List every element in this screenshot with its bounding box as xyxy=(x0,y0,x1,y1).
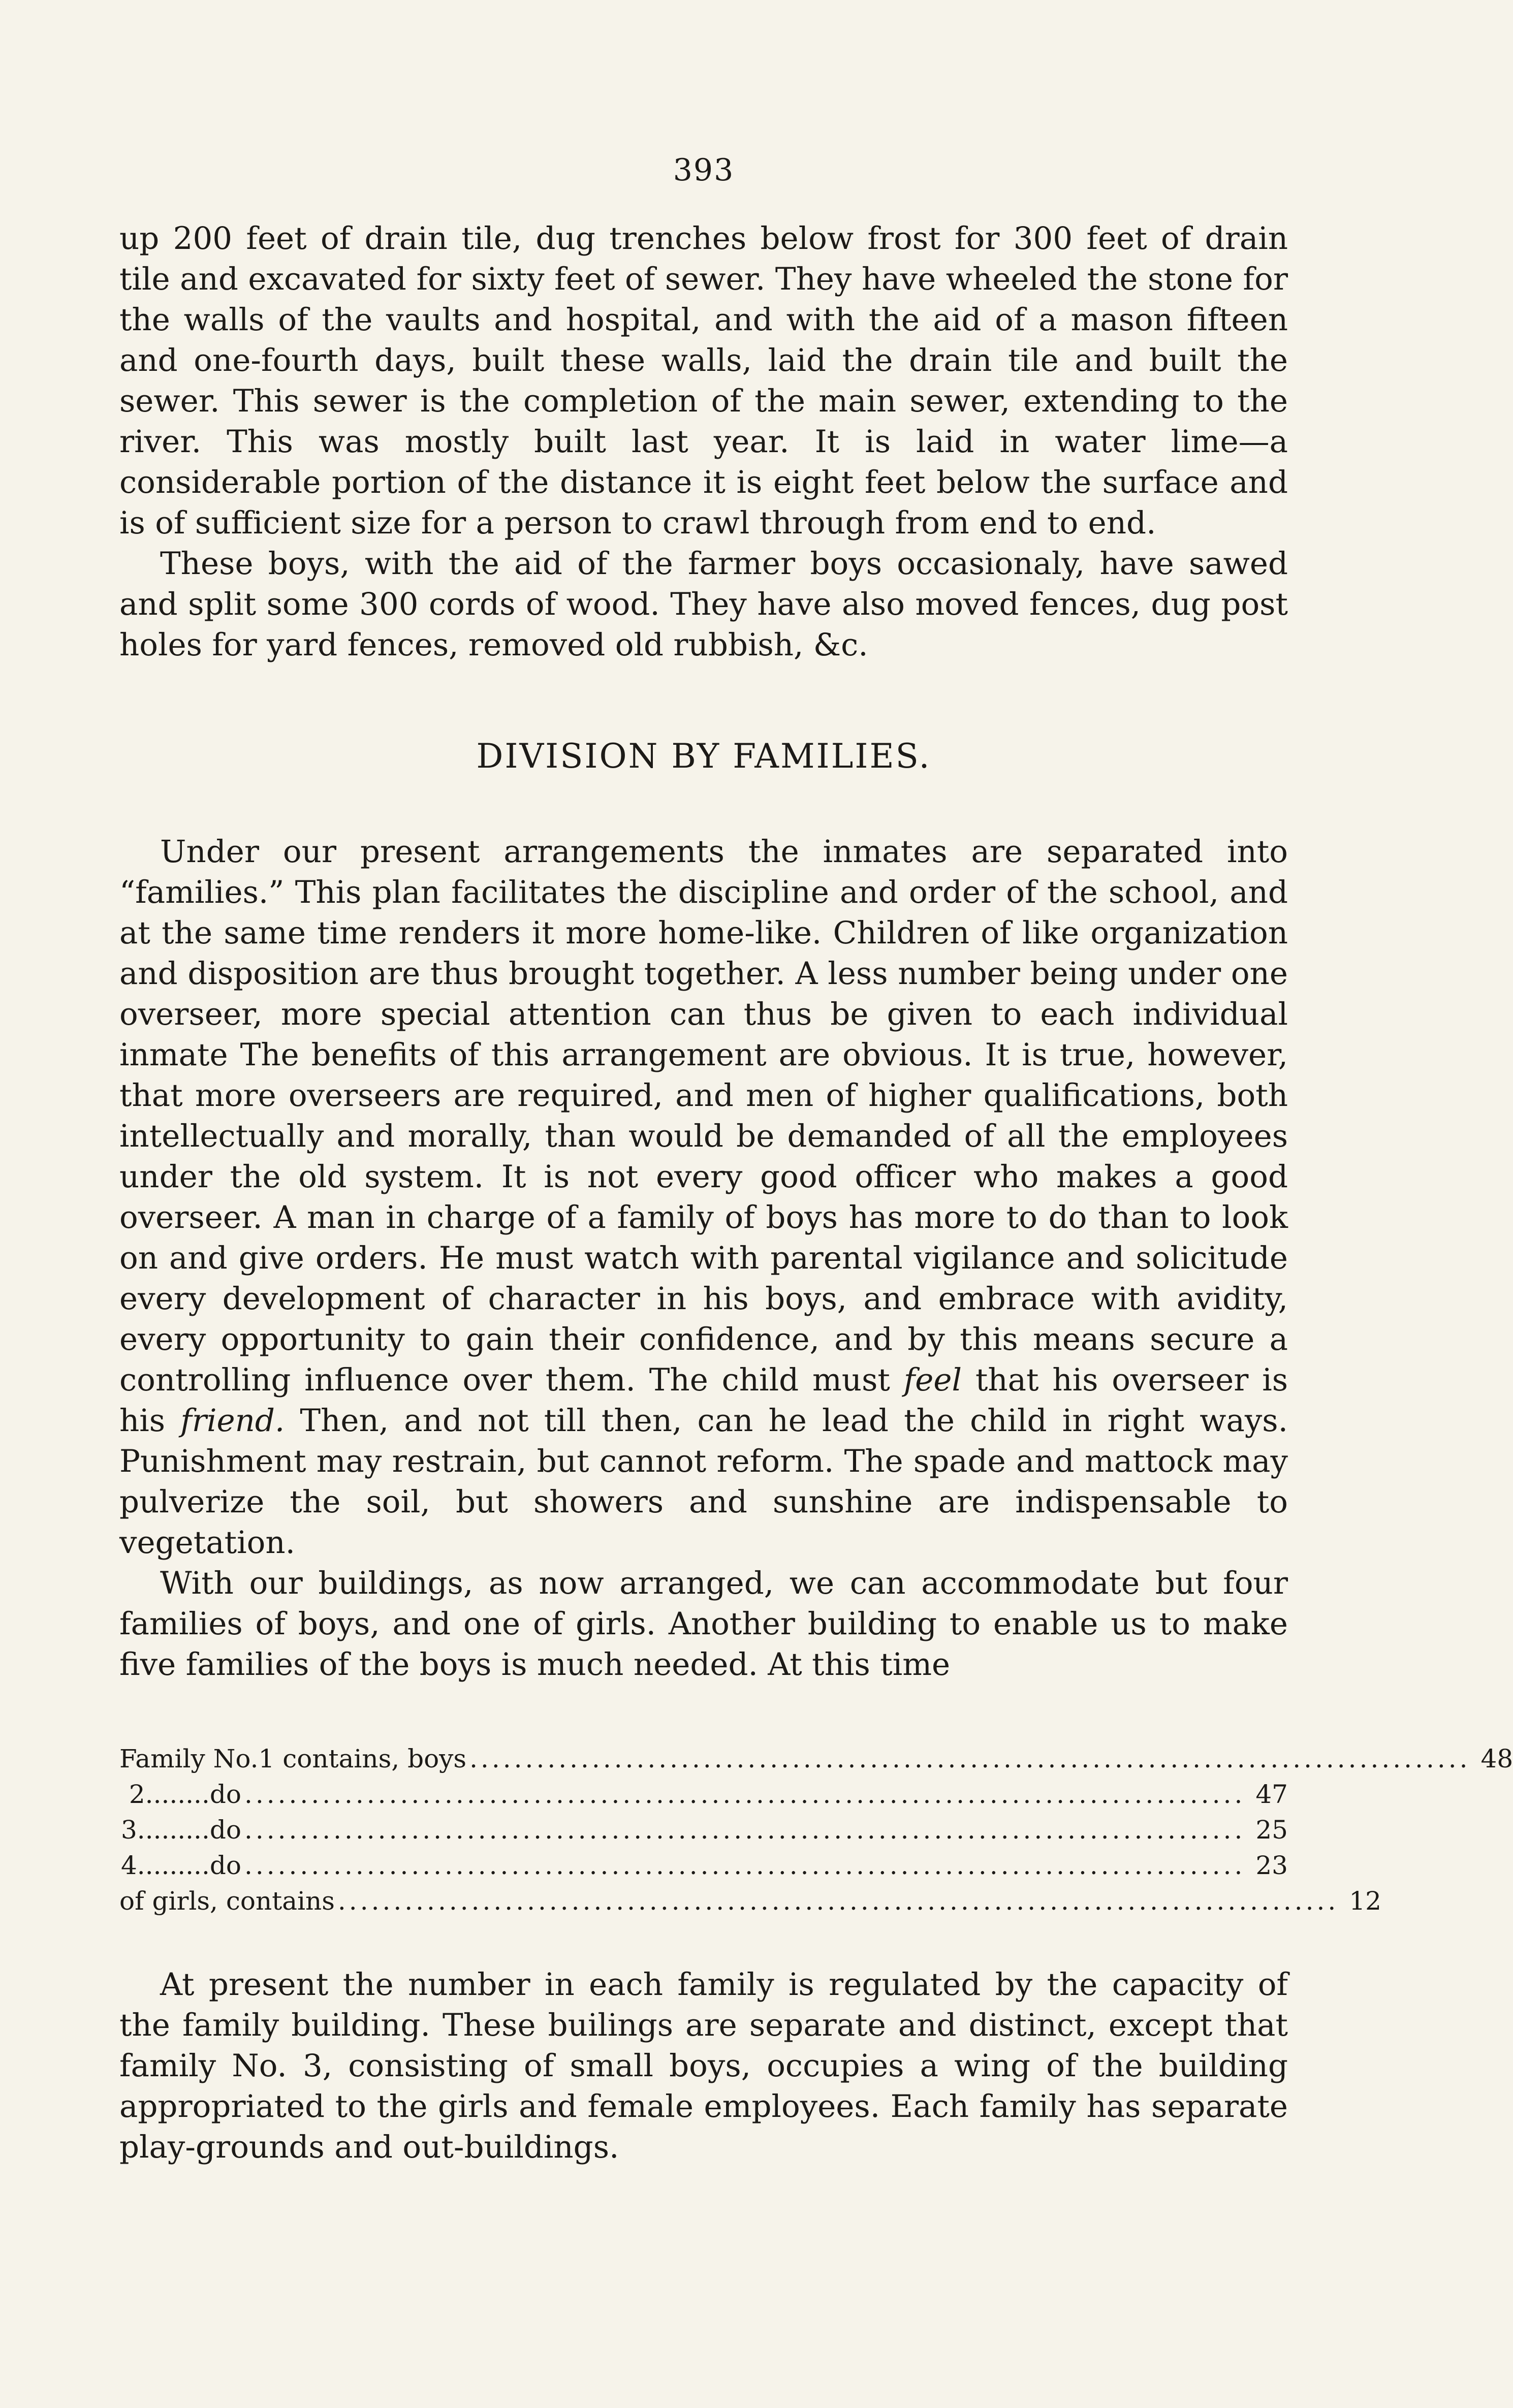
table-row xyxy=(119,1848,1288,1883)
row-label: 4.........do xyxy=(120,1851,241,1880)
dot-leader: .......................................................................................... xyxy=(244,1851,1246,1880)
emphasis-friend: friend. xyxy=(180,1403,285,1439)
paragraph-buildings: With our buildings, as now arranged, we can accommodate but four families of boys, and one of girls. Another building to enable us to make five families of the boys is much needed. At this time xyxy=(119,1565,1288,1683)
row-count: 47 xyxy=(1255,1780,1288,1809)
dot-leader: .......................................................................................... xyxy=(469,1744,1471,1773)
row-prefix: Family No. xyxy=(119,1744,259,1773)
emphasis-feel: feel xyxy=(903,1362,962,1398)
row-count: 12 xyxy=(1349,1886,1381,1916)
document-page xyxy=(119,152,1513,2168)
families-intro-text-3: Then, and not till then, can he lead the child in right ways. Punishment may restrain, but cannot reform. The spade and mattock may pulverize the soil, but showers and sunshine are indispensable to vegetation. xyxy=(119,1403,1288,1561)
page-number: 393 xyxy=(673,152,735,188)
dot-leader: .......................................................................................... xyxy=(337,1886,1339,1916)
paragraph-closing: At present the number in each family is regulated by the capacity of the family building. These builings are separate and distinct, except that family No. 3, consisting of small boys, occupies a wing of the building appropriated to the girls and female employees. Each family has separate play-grounds and out-buildings. xyxy=(119,1967,1288,2165)
families-intro-text-1: Under our present arrangements the inmates are separated into “families.” This plan facilitates the discipline and order of the school, and at the same time renders it more home-like. Children of like organization and disposition are thus brought together. A less number being under one overseer, more special attention can thus be given to each individual inmate The benefits of this arrangement are obvious. It is true, however, that more overseers are required, and men of higher qualifications, both intellectually and morally, than would be demanded of all the employees under the old system. It is not every good officer who makes a good overseer. A man in charge of a family of boys has more to do than to look on and give orders. He must watch with parental vigilance and solicitude every development of character in his boys, and embrace with avidity, every opportunity to gain their confidence, and by this means secure a controlling influence over them. The child must xyxy=(119,834,1288,1398)
families-intro-text-2: that his overseer is his xyxy=(119,1362,1288,1439)
row-count: 48 xyxy=(1480,1744,1513,1773)
families-table xyxy=(119,1741,1513,1919)
row-label: of girls, contains xyxy=(119,1886,335,1916)
row-count: 23 xyxy=(1255,1851,1288,1880)
row-label: 2........do xyxy=(129,1780,241,1809)
dot-leader: .......................................................................................... xyxy=(244,1815,1246,1845)
table-row xyxy=(119,1741,1513,1777)
section-heading: DIVISION BY FAMILIES. xyxy=(476,737,931,776)
row-label: 1 contains, boys xyxy=(258,1744,467,1773)
table-row xyxy=(119,1777,1288,1812)
table-row xyxy=(119,1812,1288,1848)
paragraph-continuation: up 200 feet of drain tile, dug trenches below frost for 300 feet of drain tile and excavated for sixty feet of sewer. They have wheeled the stone for the walls of the vaults and hospital, and with the aid of a mason fifteen and one-fourth days, built these walls, laid the drain tile and built the sewer. This sewer is the completion of the main sewer, extending to the river. This was mostly built last year. It is laid in water lime—a considerable portion of the distance it is eight feet below the surface and is of sufficient size for a person to crawl through from end to end. xyxy=(119,220,1288,541)
dot-leader: .......................................................................................... xyxy=(244,1780,1246,1809)
paragraph-families-intro xyxy=(119,832,1288,1563)
paragraph-wood: These boys, with the aid of the farmer boys occasionaly, have sawed and split some 300 cords of wood. They have also moved fences, dug post holes for yard fences, removed old rubbish, &c. xyxy=(119,546,1288,663)
row-count: 25 xyxy=(1255,1815,1288,1845)
table-row xyxy=(119,1883,1381,1919)
row-label: 3.........do xyxy=(120,1815,241,1845)
